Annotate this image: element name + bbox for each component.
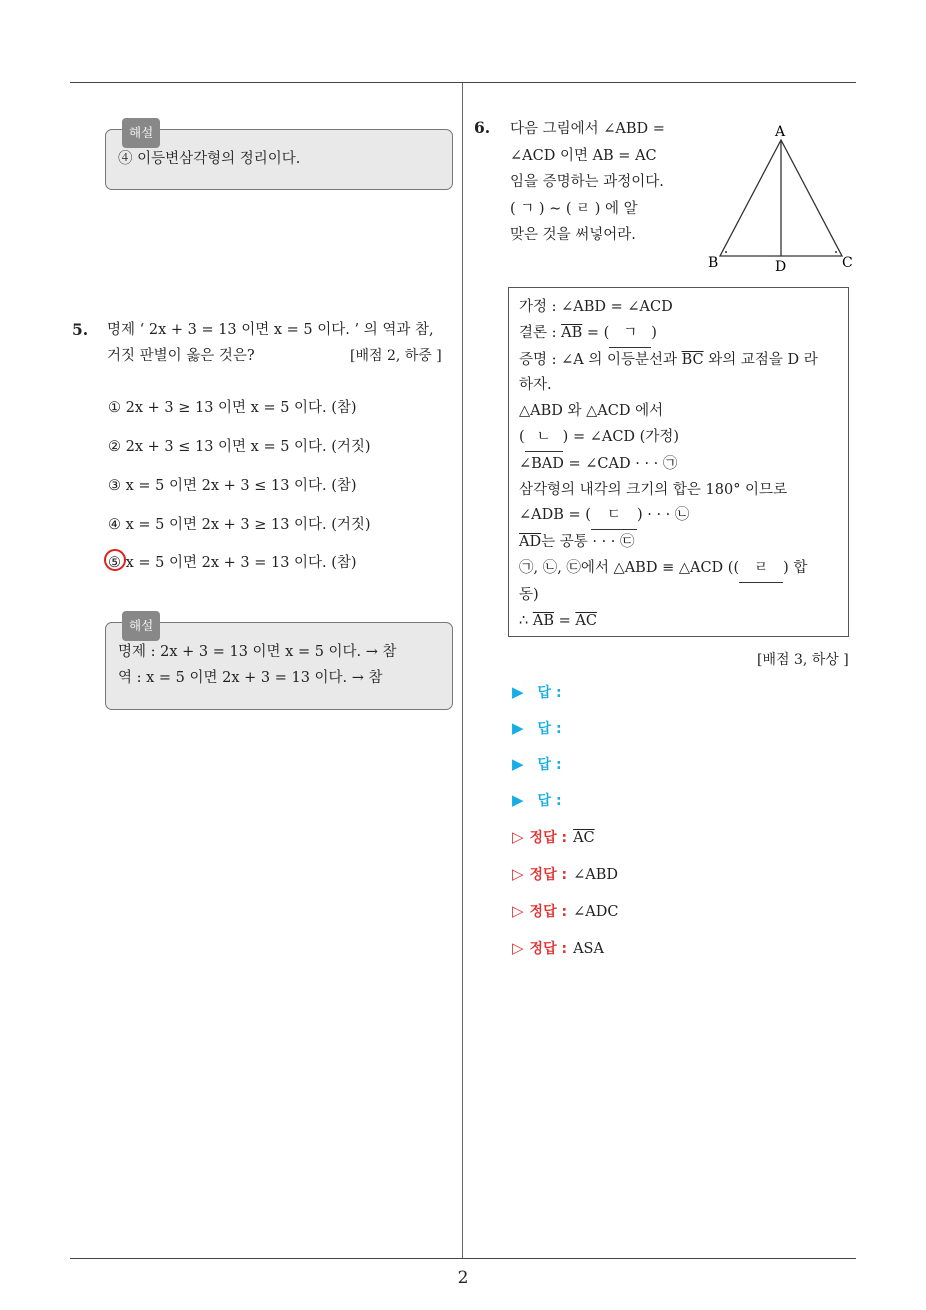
adb-suffix: · · · ㉡	[642, 507, 690, 524]
proof-therefore	[519, 609, 838, 635]
play-arrow-icon: ▶	[512, 719, 524, 737]
q5-option-2[interactable]: ② 2x + 3 ≤ 13 이면 x = 5 이다. (거짓)	[108, 439, 371, 455]
answer-label: 답 :	[537, 757, 562, 773]
correct-label: 정답 :	[529, 867, 568, 883]
correct-answer-4	[512, 936, 604, 960]
q6-text	[510, 116, 690, 249]
segment-ab: $\overline{AB}$	[532, 612, 554, 629]
answer-mark-circle	[104, 549, 126, 571]
answer-row-1[interactable]	[512, 680, 562, 704]
vertex-b-label: B	[708, 255, 719, 271]
segment-bc: $\overline{BC}$	[681, 351, 704, 368]
answer-label: 답 :	[537, 721, 562, 737]
proof-line-ad	[519, 530, 838, 556]
q5-solution-line1: 명제 : 2x + 3 = 13 이면 x = 5 이다. → 참	[118, 644, 397, 660]
q5-solution-box	[105, 618, 453, 710]
proof-given: 가정 : ∠ABD = ∠ACD	[519, 299, 673, 315]
triangle-figure	[700, 118, 860, 278]
proof-line-bad: ∠BAD = ∠CAD · · · ㉠	[519, 455, 678, 472]
outline-arrow-icon: ▷	[512, 828, 524, 846]
blank-r: ㄹ	[739, 556, 783, 583]
q5-text-line2: 거짓 판별이 옳은 것은?	[107, 347, 255, 364]
answer-row-4[interactable]	[512, 788, 562, 812]
correct-answer-1	[512, 825, 595, 849]
q5-score: [배점 2, 하중 ]	[350, 348, 442, 364]
play-arrow-icon: ▶	[512, 683, 524, 701]
congruence-prefix: ㉠, ㉡, ㉢에서 △ABD ≡ △ACD ((	[519, 559, 740, 576]
play-arrow-icon: ▶	[512, 791, 524, 809]
bottom-rule	[70, 1258, 856, 1259]
column-divider	[462, 83, 463, 1258]
q6-text-line3: 임을 증명하는 과정이다.	[510, 174, 664, 190]
q5-option-3[interactable]: ③ x = 5 이면 2x + 3 ≤ 13 이다. (참)	[108, 478, 357, 494]
conclusion-prefix: 결론 :	[519, 324, 562, 341]
q6-text-line5: 맞은 것을 써넣어라.	[510, 227, 636, 243]
proof-statement	[519, 348, 838, 374]
congruence-suffix: ) 합	[783, 559, 808, 576]
q6-score: [배점 3, 하상 ]	[757, 652, 849, 668]
correct-answer-2	[512, 862, 618, 886]
blank-n: ㄴ	[525, 425, 563, 452]
q6-text-line4: ( ㄱ ) ∼ ( ㄹ ) 에 알	[510, 200, 638, 217]
vertex-c-label: C	[842, 255, 853, 271]
ad-suffix: 는 공통 · · · ㉢	[541, 534, 635, 551]
proof-suffix: 와의 교점을 D 라	[703, 351, 818, 368]
proof-prefix: 증명 : ∠A 의 이등분선과	[519, 351, 682, 368]
correct-answer-value: ∠ABD	[573, 867, 618, 883]
paren-close: )	[651, 324, 657, 341]
q4-solution-text: ④ 이등변삼각형의 정리이다.	[118, 151, 301, 167]
page-number: 2	[457, 1268, 469, 1288]
proof-line-n: ( ㄴ ) = ∠ACD (가정)	[519, 425, 838, 452]
paren-close: )	[636, 507, 643, 524]
segment-ab: $\overline{AB}$	[561, 324, 583, 341]
proof-line2: 하자.	[519, 377, 552, 394]
q5-solution-line2: 역 : x = 5 이면 2x + 3 = 13 이다. → 참	[118, 670, 383, 686]
answer-label: 답 :	[537, 685, 562, 701]
answer-row-2[interactable]	[512, 716, 562, 740]
proof-line-sum: 삼각형의 내각의 크기의 합은 180° 이므로	[519, 481, 788, 498]
correct-answer-value: ASA	[573, 941, 604, 957]
solution-tag: 해설	[122, 611, 160, 641]
q5-text-line1: 명제 ‘ 2x + 3 = 13 이면 x = 5 이다. ’ 의 역과 참,	[107, 322, 434, 338]
q5-option-4[interactable]: ④ x = 5 이면 2x + 3 ≥ 13 이다. (거짓)	[108, 517, 371, 533]
eq-open: = (	[582, 324, 610, 341]
adb-prefix: ∠ADB =	[519, 507, 586, 524]
proof-conclusion	[519, 321, 838, 348]
paren-close: )	[562, 428, 569, 445]
line-n-suffix: = ∠ACD (가정)	[568, 428, 679, 445]
proof-line-adb: ∠ADB = ( ㄷ ) · · · ㉡	[519, 503, 838, 530]
point-d-label: D	[775, 259, 787, 275]
answer-label: 답 :	[537, 793, 562, 809]
proof-box	[508, 287, 849, 637]
correct-label: 정답 :	[529, 830, 568, 846]
correct-label: 정답 :	[529, 904, 568, 920]
q5-option-5[interactable]: ⑤ x = 5 이면 2x + 3 = 13 이다. (참)	[108, 555, 357, 571]
proof-congruence	[519, 556, 838, 583]
q6-text-line1: 다음 그림에서 ∠ABD =	[510, 121, 665, 137]
segment-ac: $\overline{AC}$	[575, 612, 597, 629]
q4-solution-box	[105, 125, 453, 190]
therefore: ∴	[519, 612, 533, 629]
q5-option-1[interactable]: ① 2x + 3 ≥ 13 이면 x = 5 이다. (참)	[108, 400, 357, 416]
outline-arrow-icon: ▷	[512, 865, 524, 883]
correct-answer-value: ∠ADC	[573, 904, 619, 920]
solution-tag: 해설	[122, 118, 160, 148]
blank-d: ㄷ	[591, 503, 637, 530]
answer-row-3[interactable]	[512, 752, 562, 776]
top-rule	[70, 82, 856, 83]
equals: =	[553, 612, 576, 629]
blank-g: ㄱ	[609, 321, 651, 348]
q6-number: 6.	[474, 118, 491, 137]
outline-arrow-icon: ▷	[512, 902, 524, 920]
q6-text-line2: ∠ACD 이면 AB = AC	[510, 147, 657, 164]
proof-triangles: △ABD 와 △ACD 에서	[519, 403, 664, 420]
correct-answer-value: $\overline{AC}$	[573, 830, 595, 846]
correct-answer-3	[512, 899, 618, 923]
outline-arrow-icon: ▷	[512, 939, 524, 957]
proof-congruence-line2: 동)	[519, 586, 539, 603]
vertex-a-label: A	[775, 124, 786, 140]
correct-label: 정답 :	[529, 941, 568, 957]
q5-number: 5.	[72, 320, 89, 339]
segment-ad: $\overline{AD}$	[519, 534, 542, 551]
play-arrow-icon: ▶	[512, 755, 524, 773]
